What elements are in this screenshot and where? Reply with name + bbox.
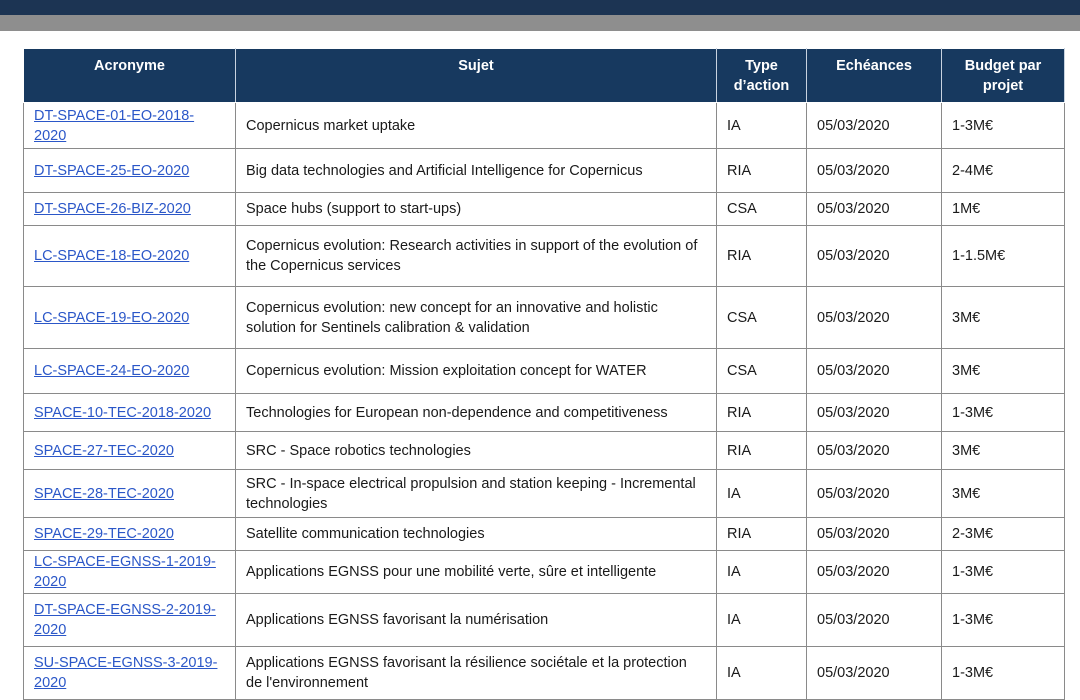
cell-type: IA xyxy=(717,594,807,647)
cell-deadline: 05/03/2020 xyxy=(807,226,942,287)
cell-subject: SRC - In-space electrical propulsion and station keeping - Incremental technologies xyxy=(236,470,717,518)
table-row xyxy=(24,349,1065,394)
table-row xyxy=(24,193,1065,226)
cell-deadline: 05/03/2020 xyxy=(807,149,942,193)
grey-band xyxy=(0,15,1080,31)
table-row xyxy=(24,470,1065,518)
cell-acronym xyxy=(24,594,236,647)
cell-acronym xyxy=(24,394,236,432)
table-header-row xyxy=(24,49,1065,103)
cell-deadline: 05/03/2020 xyxy=(807,518,942,551)
acronym-link[interactable]: SPACE-28-TEC-2020 xyxy=(34,485,174,502)
cell-acronym xyxy=(24,432,236,470)
cell-type: IA xyxy=(717,647,807,700)
calls-table xyxy=(23,48,1065,700)
cell-budget: 3M€ xyxy=(942,470,1065,518)
table-row xyxy=(24,551,1065,594)
cell-budget: 1-3M€ xyxy=(942,647,1065,700)
acronym-link[interactable]: DT-SPACE-EGNSS-2-2019-2020 xyxy=(34,602,216,638)
table-row xyxy=(24,647,1065,700)
cell-type: IA xyxy=(717,103,807,149)
header-budget: Budget par projet xyxy=(942,49,1065,103)
cell-subject: Space hubs (support to start-ups) xyxy=(236,193,717,226)
cell-type: CSA xyxy=(717,193,807,226)
cell-budget: 3M€ xyxy=(942,349,1065,394)
cell-budget: 1-3M€ xyxy=(942,103,1065,149)
cell-subject: Copernicus market uptake xyxy=(236,103,717,149)
acronym-link[interactable]: SPACE-10-TEC-2018-2020 xyxy=(34,404,212,421)
cell-deadline: 05/03/2020 xyxy=(807,647,942,700)
cell-budget: 1-1.5M€ xyxy=(942,226,1065,287)
cell-budget: 3M€ xyxy=(942,287,1065,349)
cell-type: RIA xyxy=(717,518,807,551)
cell-acronym xyxy=(24,226,236,287)
header-type: Type d’action xyxy=(717,49,807,103)
table-row xyxy=(24,226,1065,287)
cell-deadline: 05/03/2020 xyxy=(807,432,942,470)
cell-subject: SRC - Space robotics technologies xyxy=(236,432,717,470)
cell-budget: 2-3M€ xyxy=(942,518,1065,551)
acronym-link[interactable]: LC-SPACE-18-EO-2020 xyxy=(34,248,190,264)
cell-budget: 2-4M€ xyxy=(942,149,1065,193)
table-row xyxy=(24,103,1065,149)
cell-acronym xyxy=(24,287,236,349)
cell-acronym xyxy=(24,470,236,518)
cell-acronym xyxy=(24,193,236,226)
cell-deadline: 05/03/2020 xyxy=(807,594,942,647)
acronym-link[interactable]: DT-SPACE-25-EO-2020 xyxy=(34,162,190,179)
acronym-link[interactable]: DT-SPACE-01-EO-2018-2020 xyxy=(34,107,195,144)
header-subject: Sujet xyxy=(236,49,717,103)
cell-acronym xyxy=(24,349,236,394)
cell-deadline: 05/03/2020 xyxy=(807,394,942,432)
cell-type: RIA xyxy=(717,226,807,287)
top-band xyxy=(0,0,1080,15)
header-deadline: Echéances xyxy=(807,49,942,103)
cell-acronym xyxy=(24,518,236,551)
cell-budget: 1-3M€ xyxy=(942,394,1065,432)
cell-deadline: 05/03/2020 xyxy=(807,287,942,349)
cell-budget: 1-3M€ xyxy=(942,551,1065,594)
cell-type: IA xyxy=(717,470,807,518)
cell-type: CSA xyxy=(717,349,807,394)
acronym-link[interactable]: SPACE-29-TEC-2020 xyxy=(34,526,174,542)
cell-acronym xyxy=(24,103,236,149)
cell-subject: Copernicus evolution: Research activities in support of the evolution of the Copernicus services xyxy=(236,226,717,287)
cell-budget: 1M€ xyxy=(942,193,1065,226)
cell-subject: Big data technologies and Artificial Intelligence for Copernicus xyxy=(236,149,717,193)
cell-deadline: 05/03/2020 xyxy=(807,470,942,518)
cell-acronym xyxy=(24,149,236,193)
table-row xyxy=(24,432,1065,470)
table-row xyxy=(24,594,1065,647)
cell-subject: Copernicus evolution: Mission exploitation concept for WATER xyxy=(236,349,717,394)
cell-subject: Copernicus evolution: new concept for an innovative and holistic solution for Sentinels calibration & validation xyxy=(236,287,717,349)
cell-deadline: 05/03/2020 xyxy=(807,103,942,149)
table-row xyxy=(24,149,1065,193)
table-row xyxy=(24,394,1065,432)
cell-subject: Applications EGNSS favorisant la numérisation xyxy=(236,594,717,647)
cell-type: RIA xyxy=(717,432,807,470)
acronym-link[interactable]: SPACE-27-TEC-2020 xyxy=(34,442,174,459)
cell-type: CSA xyxy=(717,287,807,349)
cell-subject: Applications EGNSS pour une mobilité verte, sûre et intelligente xyxy=(236,551,717,594)
table-row xyxy=(24,518,1065,551)
cell-subject: Satellite communication technologies xyxy=(236,518,717,551)
acronym-link[interactable]: LC-SPACE-19-EO-2020 xyxy=(34,309,190,326)
cell-deadline: 05/03/2020 xyxy=(807,349,942,394)
acronym-link[interactable]: DT-SPACE-26-BIZ-2020 xyxy=(34,201,191,217)
calls-table-wrapper xyxy=(23,48,1064,700)
cell-type: RIA xyxy=(717,149,807,193)
cell-type: RIA xyxy=(717,394,807,432)
acronym-link[interactable]: LC-SPACE-EGNSS-1-2019-2020 xyxy=(34,554,216,590)
header-acronym: Acronyme xyxy=(24,49,236,103)
cell-budget: 1-3M€ xyxy=(942,594,1065,647)
acronym-link[interactable]: SU-SPACE-EGNSS-3-2019-2020 xyxy=(34,655,218,691)
cell-subject: Technologies for European non-dependence and competitiveness xyxy=(236,394,717,432)
table-row xyxy=(24,287,1065,349)
cell-deadline: 05/03/2020 xyxy=(807,193,942,226)
acronym-link[interactable]: LC-SPACE-24-EO-2020 xyxy=(34,363,190,379)
cell-type: IA xyxy=(717,551,807,594)
cell-budget: 3M€ xyxy=(942,432,1065,470)
cell-acronym xyxy=(24,647,236,700)
cell-deadline: 05/03/2020 xyxy=(807,551,942,594)
cell-acronym xyxy=(24,551,236,594)
cell-subject: Applications EGNSS favorisant la résilience sociétale et la protection de l'environnement xyxy=(236,647,717,700)
